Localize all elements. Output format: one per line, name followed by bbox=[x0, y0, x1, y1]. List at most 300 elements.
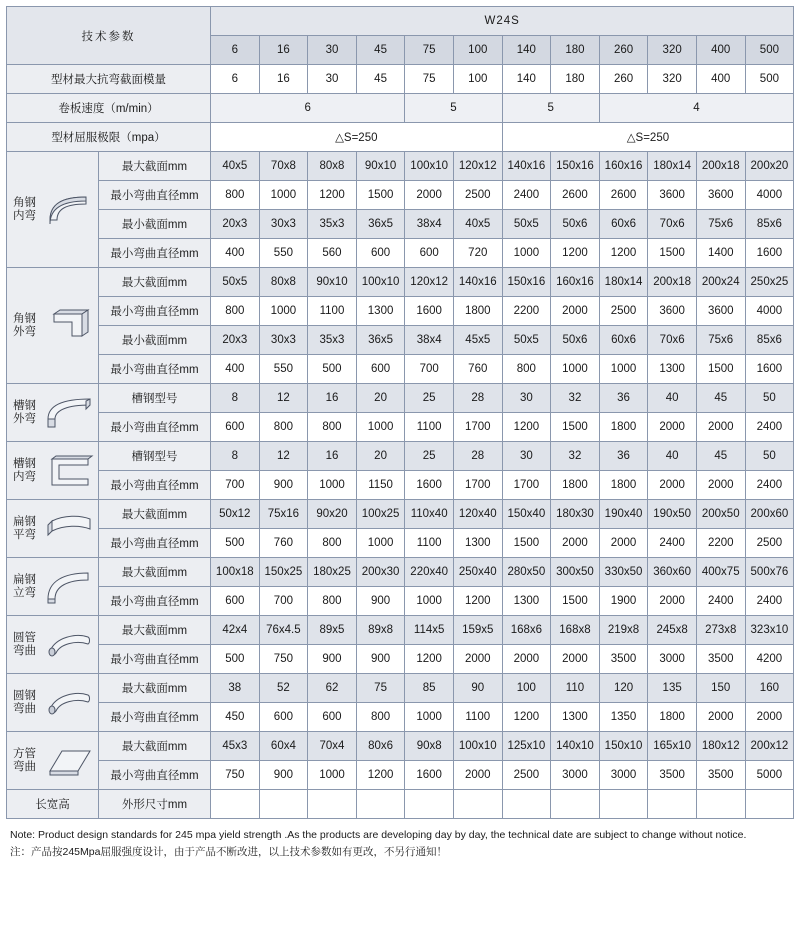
data-cell: 38x4 bbox=[405, 210, 454, 239]
data-cell: 2200 bbox=[696, 529, 745, 558]
data-cell: 800 bbox=[502, 355, 551, 384]
data-cell: 100 bbox=[502, 674, 551, 703]
data-cell: 500 bbox=[211, 529, 260, 558]
size-header-cell: 6 bbox=[211, 36, 260, 65]
data-cell: 90x10 bbox=[308, 268, 357, 297]
row-label: 最小弯曲直径mm bbox=[99, 355, 211, 384]
data-cell: 1000 bbox=[308, 761, 357, 790]
spec-row bbox=[7, 761, 794, 790]
data-cell: 1000 bbox=[599, 355, 648, 384]
data-cell: 200x12 bbox=[745, 732, 794, 761]
group-label-line: 角钢 bbox=[13, 312, 36, 325]
data-cell: 38 bbox=[211, 674, 260, 703]
data-cell: 80x8 bbox=[259, 268, 308, 297]
group-angle-steel-inner-bend bbox=[7, 152, 99, 268]
spec-row bbox=[7, 326, 794, 355]
data-cell: 20x3 bbox=[211, 326, 260, 355]
data-cell: 3600 bbox=[696, 181, 745, 210]
section-modulus-row bbox=[7, 65, 794, 94]
data-cell: 70x8 bbox=[259, 152, 308, 181]
size-header-cell: 16 bbox=[259, 36, 308, 65]
data-cell: 1200 bbox=[502, 413, 551, 442]
data-cell: 2000 bbox=[696, 413, 745, 442]
data-cell: 120 bbox=[599, 674, 648, 703]
data-cell: 90x10 bbox=[356, 152, 405, 181]
data-cell: 2000 bbox=[551, 297, 600, 326]
data-cell: 273x8 bbox=[696, 616, 745, 645]
spec-row bbox=[7, 442, 794, 471]
overall-size-cell bbox=[502, 790, 551, 819]
data-cell: 2000 bbox=[551, 529, 600, 558]
data-cell: 20 bbox=[356, 384, 405, 413]
data-cell: 800 bbox=[211, 181, 260, 210]
spec-row bbox=[7, 355, 794, 384]
yield-limit-label: 型材屈服极限（mpa） bbox=[7, 123, 211, 152]
data-cell: 159x5 bbox=[453, 616, 502, 645]
size-header-cell: 30 bbox=[308, 36, 357, 65]
data-cell: 80x8 bbox=[308, 152, 357, 181]
group-flat-steel-edge-bend bbox=[7, 558, 99, 616]
data-cell: 2400 bbox=[502, 181, 551, 210]
yield-limit-cell: △S=250 bbox=[502, 123, 794, 152]
data-cell: 1700 bbox=[453, 413, 502, 442]
data-cell: 45x3 bbox=[211, 732, 260, 761]
data-cell: 85 bbox=[405, 674, 454, 703]
data-cell: 62 bbox=[308, 674, 357, 703]
data-cell: 600 bbox=[356, 355, 405, 384]
section-modulus-cell: 320 bbox=[648, 65, 697, 94]
spec-row bbox=[7, 587, 794, 616]
section-modulus-cell: 180 bbox=[551, 65, 600, 94]
data-cell: 1000 bbox=[502, 239, 551, 268]
group-label-line: 槽钢 bbox=[13, 399, 36, 412]
plate-speed-cell: 5 bbox=[405, 94, 502, 123]
data-cell: 75x6 bbox=[696, 326, 745, 355]
data-cell: 52 bbox=[259, 674, 308, 703]
size-header-cell: 400 bbox=[696, 36, 745, 65]
data-cell: 4200 bbox=[745, 645, 794, 674]
data-cell: 550 bbox=[259, 355, 308, 384]
flat-steel-edge-bend-icon bbox=[42, 567, 96, 607]
data-cell: 1000 bbox=[551, 355, 600, 384]
data-cell: 800 bbox=[308, 587, 357, 616]
data-cell: 600 bbox=[308, 703, 357, 732]
group-label-line: 槽钢 bbox=[13, 457, 36, 470]
data-cell: 75x6 bbox=[696, 210, 745, 239]
group-square-tube-bend bbox=[7, 732, 99, 790]
data-cell: 20 bbox=[356, 442, 405, 471]
data-cell: 70x6 bbox=[648, 210, 697, 239]
data-cell: 180x14 bbox=[648, 152, 697, 181]
data-cell: 2000 bbox=[648, 587, 697, 616]
data-cell: 3500 bbox=[599, 645, 648, 674]
section-modulus-label: 型材最大抗弯截面模量 bbox=[7, 65, 211, 94]
data-cell: 3500 bbox=[696, 645, 745, 674]
data-cell: 100x10 bbox=[405, 152, 454, 181]
data-cell: 2400 bbox=[745, 587, 794, 616]
data-cell: 150x16 bbox=[502, 268, 551, 297]
data-cell: 600 bbox=[356, 239, 405, 268]
overall-size-cell bbox=[259, 790, 308, 819]
row-label: 最小弯曲直径mm bbox=[99, 587, 211, 616]
data-cell: 85x6 bbox=[745, 326, 794, 355]
data-cell: 330x50 bbox=[599, 558, 648, 587]
data-cell: 3600 bbox=[648, 181, 697, 210]
overall-size-group-label: 长宽高 bbox=[7, 790, 99, 819]
row-label: 最小截面mm bbox=[99, 326, 211, 355]
group-label-line: 内弯 bbox=[13, 470, 36, 483]
data-cell: 25 bbox=[405, 384, 454, 413]
data-cell: 5000 bbox=[745, 761, 794, 790]
data-cell: 900 bbox=[356, 587, 405, 616]
overall-size-cell bbox=[648, 790, 697, 819]
size-header-cell: 180 bbox=[551, 36, 600, 65]
data-cell: 760 bbox=[259, 529, 308, 558]
data-cell: 760 bbox=[453, 355, 502, 384]
group-label-line: 弯曲 bbox=[13, 760, 36, 773]
overall-size-cell bbox=[453, 790, 502, 819]
data-cell: 1200 bbox=[308, 181, 357, 210]
size-header-cell: 320 bbox=[648, 36, 697, 65]
data-cell: 180x14 bbox=[599, 268, 648, 297]
data-cell: 500x76 bbox=[745, 558, 794, 587]
section-modulus-cell: 75 bbox=[405, 65, 454, 94]
square-tube-bend-icon bbox=[42, 741, 96, 781]
data-cell: 1200 bbox=[599, 239, 648, 268]
data-cell: 36 bbox=[599, 442, 648, 471]
data-cell: 900 bbox=[308, 645, 357, 674]
data-cell: 140x16 bbox=[453, 268, 502, 297]
model-name: W24S bbox=[211, 7, 794, 36]
size-header-cell: 45 bbox=[356, 36, 405, 65]
data-cell: 40x5 bbox=[211, 152, 260, 181]
data-cell: 32 bbox=[551, 384, 600, 413]
data-cell: 100x25 bbox=[356, 500, 405, 529]
data-cell: 120x12 bbox=[405, 268, 454, 297]
note-chinese: 注：产品按245Mpa屈服强度设计，由于产品不断改进，以上技术参数如有更改，不另行通知！ bbox=[10, 846, 447, 858]
section-modulus-cell: 45 bbox=[356, 65, 405, 94]
group-label-line: 外弯 bbox=[13, 325, 36, 338]
data-cell: 1100 bbox=[453, 703, 502, 732]
data-cell: 2000 bbox=[453, 645, 502, 674]
data-cell: 600 bbox=[405, 239, 454, 268]
group-label-line: 立弯 bbox=[13, 586, 36, 599]
overall-size-cell bbox=[356, 790, 405, 819]
row-label: 最大截面mm bbox=[99, 732, 211, 761]
group-label-line: 扁钢 bbox=[13, 515, 36, 528]
data-cell: 600 bbox=[211, 587, 260, 616]
overall-size-cell bbox=[745, 790, 794, 819]
data-cell: 2000 bbox=[502, 645, 551, 674]
data-cell: 12 bbox=[259, 384, 308, 413]
data-cell: 25 bbox=[405, 442, 454, 471]
data-cell: 300x50 bbox=[551, 558, 600, 587]
spec-row bbox=[7, 268, 794, 297]
plate-speed-label: 卷板速度（m/min） bbox=[7, 94, 211, 123]
data-cell: 28 bbox=[453, 384, 502, 413]
data-cell: 75x16 bbox=[259, 500, 308, 529]
data-cell: 2400 bbox=[745, 413, 794, 442]
overall-size-cell bbox=[405, 790, 454, 819]
data-cell: 89x8 bbox=[356, 616, 405, 645]
data-cell: 168x6 bbox=[502, 616, 551, 645]
data-cell: 70x6 bbox=[648, 326, 697, 355]
row-label: 最大截面mm bbox=[99, 616, 211, 645]
data-cell: 200x18 bbox=[696, 152, 745, 181]
row-label: 最小截面mm bbox=[99, 210, 211, 239]
spec-row bbox=[7, 558, 794, 587]
row-label: 最小弯曲直径mm bbox=[99, 297, 211, 326]
data-cell: 219x8 bbox=[599, 616, 648, 645]
spec-row bbox=[7, 645, 794, 674]
data-cell: 190x50 bbox=[648, 500, 697, 529]
plate-speed-cell: 5 bbox=[502, 94, 599, 123]
section-modulus-cell: 100 bbox=[453, 65, 502, 94]
group-label-line: 弯曲 bbox=[13, 644, 36, 657]
data-cell: 1600 bbox=[745, 355, 794, 384]
data-cell: 1900 bbox=[599, 587, 648, 616]
data-cell: 2000 bbox=[696, 471, 745, 500]
data-cell: 150x10 bbox=[599, 732, 648, 761]
data-cell: 35x3 bbox=[308, 326, 357, 355]
data-cell: 120x40 bbox=[453, 500, 502, 529]
data-cell: 1500 bbox=[551, 587, 600, 616]
data-cell: 1200 bbox=[502, 703, 551, 732]
data-cell: 1700 bbox=[502, 471, 551, 500]
data-cell: 700 bbox=[405, 355, 454, 384]
data-cell: 800 bbox=[308, 529, 357, 558]
data-cell: 90x8 bbox=[405, 732, 454, 761]
data-cell: 28 bbox=[453, 442, 502, 471]
data-cell: 200x50 bbox=[696, 500, 745, 529]
overall-size-cell bbox=[696, 790, 745, 819]
section-modulus-cell: 6 bbox=[211, 65, 260, 94]
data-cell: 1200 bbox=[405, 645, 454, 674]
spec-row bbox=[7, 529, 794, 558]
data-cell: 1100 bbox=[308, 297, 357, 326]
data-cell: 2000 bbox=[648, 471, 697, 500]
data-cell: 110x40 bbox=[405, 500, 454, 529]
data-cell: 114x5 bbox=[405, 616, 454, 645]
data-cell: 3500 bbox=[648, 761, 697, 790]
channel-steel-inner-bend-icon bbox=[42, 451, 96, 491]
group-label-line: 圆管 bbox=[13, 631, 36, 644]
row-label: 最大截面mm bbox=[99, 674, 211, 703]
overall-size-cell bbox=[551, 790, 600, 819]
data-cell: 1400 bbox=[696, 239, 745, 268]
data-cell: 200x30 bbox=[356, 558, 405, 587]
data-cell: 3600 bbox=[696, 297, 745, 326]
data-cell: 1500 bbox=[502, 529, 551, 558]
note-english: Note: Product design standards for 245 mpa yield strength .As the products are developing day by day, the technical date are subject to change without notice. bbox=[10, 829, 747, 841]
section-modulus-cell: 260 bbox=[599, 65, 648, 94]
spec-row bbox=[7, 500, 794, 529]
row-label: 最大截面mm bbox=[99, 500, 211, 529]
data-cell: 160 bbox=[745, 674, 794, 703]
data-cell: 1300 bbox=[356, 297, 405, 326]
data-cell: 40 bbox=[648, 442, 697, 471]
data-cell: 500 bbox=[211, 645, 260, 674]
data-cell: 220x40 bbox=[405, 558, 454, 587]
round-bar-bend-icon bbox=[42, 683, 96, 723]
data-cell: 30x3 bbox=[259, 326, 308, 355]
data-cell: 400 bbox=[211, 239, 260, 268]
data-cell: 1600 bbox=[405, 471, 454, 500]
plate-speed-cell: 6 bbox=[211, 94, 405, 123]
data-cell: 1000 bbox=[405, 703, 454, 732]
data-cell: 1700 bbox=[453, 471, 502, 500]
data-cell: 2400 bbox=[648, 529, 697, 558]
data-cell: 200x24 bbox=[696, 268, 745, 297]
spec-row bbox=[7, 297, 794, 326]
data-cell: 100x10 bbox=[356, 268, 405, 297]
data-cell: 1000 bbox=[308, 471, 357, 500]
data-cell: 1150 bbox=[356, 471, 405, 500]
data-cell: 50x5 bbox=[502, 210, 551, 239]
data-cell: 168x8 bbox=[551, 616, 600, 645]
data-cell: 180x12 bbox=[696, 732, 745, 761]
footer-notes bbox=[10, 827, 792, 861]
data-cell: 135 bbox=[648, 674, 697, 703]
group-flat-steel-flat-bend bbox=[7, 500, 99, 558]
data-cell: 800 bbox=[259, 413, 308, 442]
data-cell: 280x50 bbox=[502, 558, 551, 587]
data-cell: 50 bbox=[745, 384, 794, 413]
spec-row bbox=[7, 732, 794, 761]
data-cell: 160x16 bbox=[551, 268, 600, 297]
data-cell: 1350 bbox=[599, 703, 648, 732]
data-cell: 40x5 bbox=[453, 210, 502, 239]
data-cell: 180x25 bbox=[308, 558, 357, 587]
data-cell: 900 bbox=[356, 645, 405, 674]
data-cell: 45x5 bbox=[453, 326, 502, 355]
row-label: 最大截面mm bbox=[99, 558, 211, 587]
data-cell: 900 bbox=[259, 471, 308, 500]
row-label: 最小弯曲直径mm bbox=[99, 761, 211, 790]
overall-size-cell bbox=[599, 790, 648, 819]
data-cell: 150 bbox=[696, 674, 745, 703]
row-label: 最小弯曲直径mm bbox=[99, 703, 211, 732]
data-cell: 165x10 bbox=[648, 732, 697, 761]
data-cell: 800 bbox=[211, 297, 260, 326]
row-label: 最小弯曲直径mm bbox=[99, 239, 211, 268]
data-cell: 70x4 bbox=[308, 732, 357, 761]
data-cell: 42x4 bbox=[211, 616, 260, 645]
data-cell: 160x16 bbox=[599, 152, 648, 181]
data-cell: 80x6 bbox=[356, 732, 405, 761]
data-cell: 323x10 bbox=[745, 616, 794, 645]
spec-row bbox=[7, 674, 794, 703]
row-label: 槽钢型号 bbox=[99, 384, 211, 413]
row-label: 最大截面mm bbox=[99, 152, 211, 181]
data-cell: 3000 bbox=[648, 645, 697, 674]
data-cell: 190x40 bbox=[599, 500, 648, 529]
data-cell: 76x4.5 bbox=[259, 616, 308, 645]
group-label-line: 平弯 bbox=[13, 528, 36, 541]
overall-size-row bbox=[7, 790, 794, 819]
data-cell: 900 bbox=[259, 761, 308, 790]
data-cell: 400 bbox=[211, 355, 260, 384]
data-cell: 3600 bbox=[648, 297, 697, 326]
round-tube-bend-icon bbox=[42, 625, 96, 665]
data-cell: 1200 bbox=[453, 587, 502, 616]
data-cell: 1300 bbox=[502, 587, 551, 616]
data-cell: 1300 bbox=[648, 355, 697, 384]
data-cell: 30 bbox=[502, 442, 551, 471]
data-cell: 2500 bbox=[745, 529, 794, 558]
data-cell: 1800 bbox=[599, 413, 648, 442]
data-cell: 20x3 bbox=[211, 210, 260, 239]
data-cell: 36 bbox=[599, 384, 648, 413]
data-cell: 750 bbox=[211, 761, 260, 790]
data-cell: 125x10 bbox=[502, 732, 551, 761]
data-cell: 3000 bbox=[551, 761, 600, 790]
data-cell: 2000 bbox=[696, 703, 745, 732]
data-cell: 16 bbox=[308, 384, 357, 413]
data-cell: 2000 bbox=[551, 645, 600, 674]
data-cell: 12 bbox=[259, 442, 308, 471]
data-cell: 700 bbox=[211, 471, 260, 500]
data-cell: 400x75 bbox=[696, 558, 745, 587]
data-cell: 35x3 bbox=[308, 210, 357, 239]
data-cell: 140x10 bbox=[551, 732, 600, 761]
section-modulus-cell: 500 bbox=[745, 65, 794, 94]
data-cell: 1000 bbox=[259, 297, 308, 326]
data-cell: 2500 bbox=[502, 761, 551, 790]
spec-row bbox=[7, 181, 794, 210]
group-round-bar-bend bbox=[7, 674, 99, 732]
data-cell: 2400 bbox=[745, 471, 794, 500]
specification-table bbox=[6, 6, 794, 819]
data-cell: 1600 bbox=[745, 239, 794, 268]
data-cell: 38x4 bbox=[405, 326, 454, 355]
data-cell: 1300 bbox=[551, 703, 600, 732]
data-cell: 1100 bbox=[405, 413, 454, 442]
data-cell: 600 bbox=[259, 703, 308, 732]
row-label: 最小弯曲直径mm bbox=[99, 645, 211, 674]
data-cell: 45 bbox=[696, 384, 745, 413]
group-label-line: 内弯 bbox=[13, 209, 36, 222]
data-cell: 120x12 bbox=[453, 152, 502, 181]
data-cell: 2200 bbox=[502, 297, 551, 326]
row-label: 槽钢型号 bbox=[99, 442, 211, 471]
angle-steel-outer-bend-icon bbox=[42, 306, 96, 346]
data-cell: 2000 bbox=[453, 761, 502, 790]
data-cell: 600 bbox=[211, 413, 260, 442]
data-cell: 2000 bbox=[648, 413, 697, 442]
data-cell: 90 bbox=[453, 674, 502, 703]
data-cell: 2000 bbox=[599, 529, 648, 558]
data-cell: 150x25 bbox=[259, 558, 308, 587]
data-cell: 200x20 bbox=[745, 152, 794, 181]
data-cell: 40 bbox=[648, 384, 697, 413]
data-cell: 1200 bbox=[551, 239, 600, 268]
spec-title: 技术参数 bbox=[7, 7, 211, 65]
data-cell: 8 bbox=[211, 442, 260, 471]
data-cell: 750 bbox=[259, 645, 308, 674]
data-cell: 2600 bbox=[551, 181, 600, 210]
data-cell: 2400 bbox=[696, 587, 745, 616]
data-cell: 3500 bbox=[696, 761, 745, 790]
data-cell: 560 bbox=[308, 239, 357, 268]
size-header-cell: 500 bbox=[745, 36, 794, 65]
data-cell: 2000 bbox=[405, 181, 454, 210]
spec-row bbox=[7, 384, 794, 413]
size-header-cell: 75 bbox=[405, 36, 454, 65]
data-cell: 1800 bbox=[599, 471, 648, 500]
data-cell: 250x40 bbox=[453, 558, 502, 587]
data-cell: 2600 bbox=[599, 181, 648, 210]
